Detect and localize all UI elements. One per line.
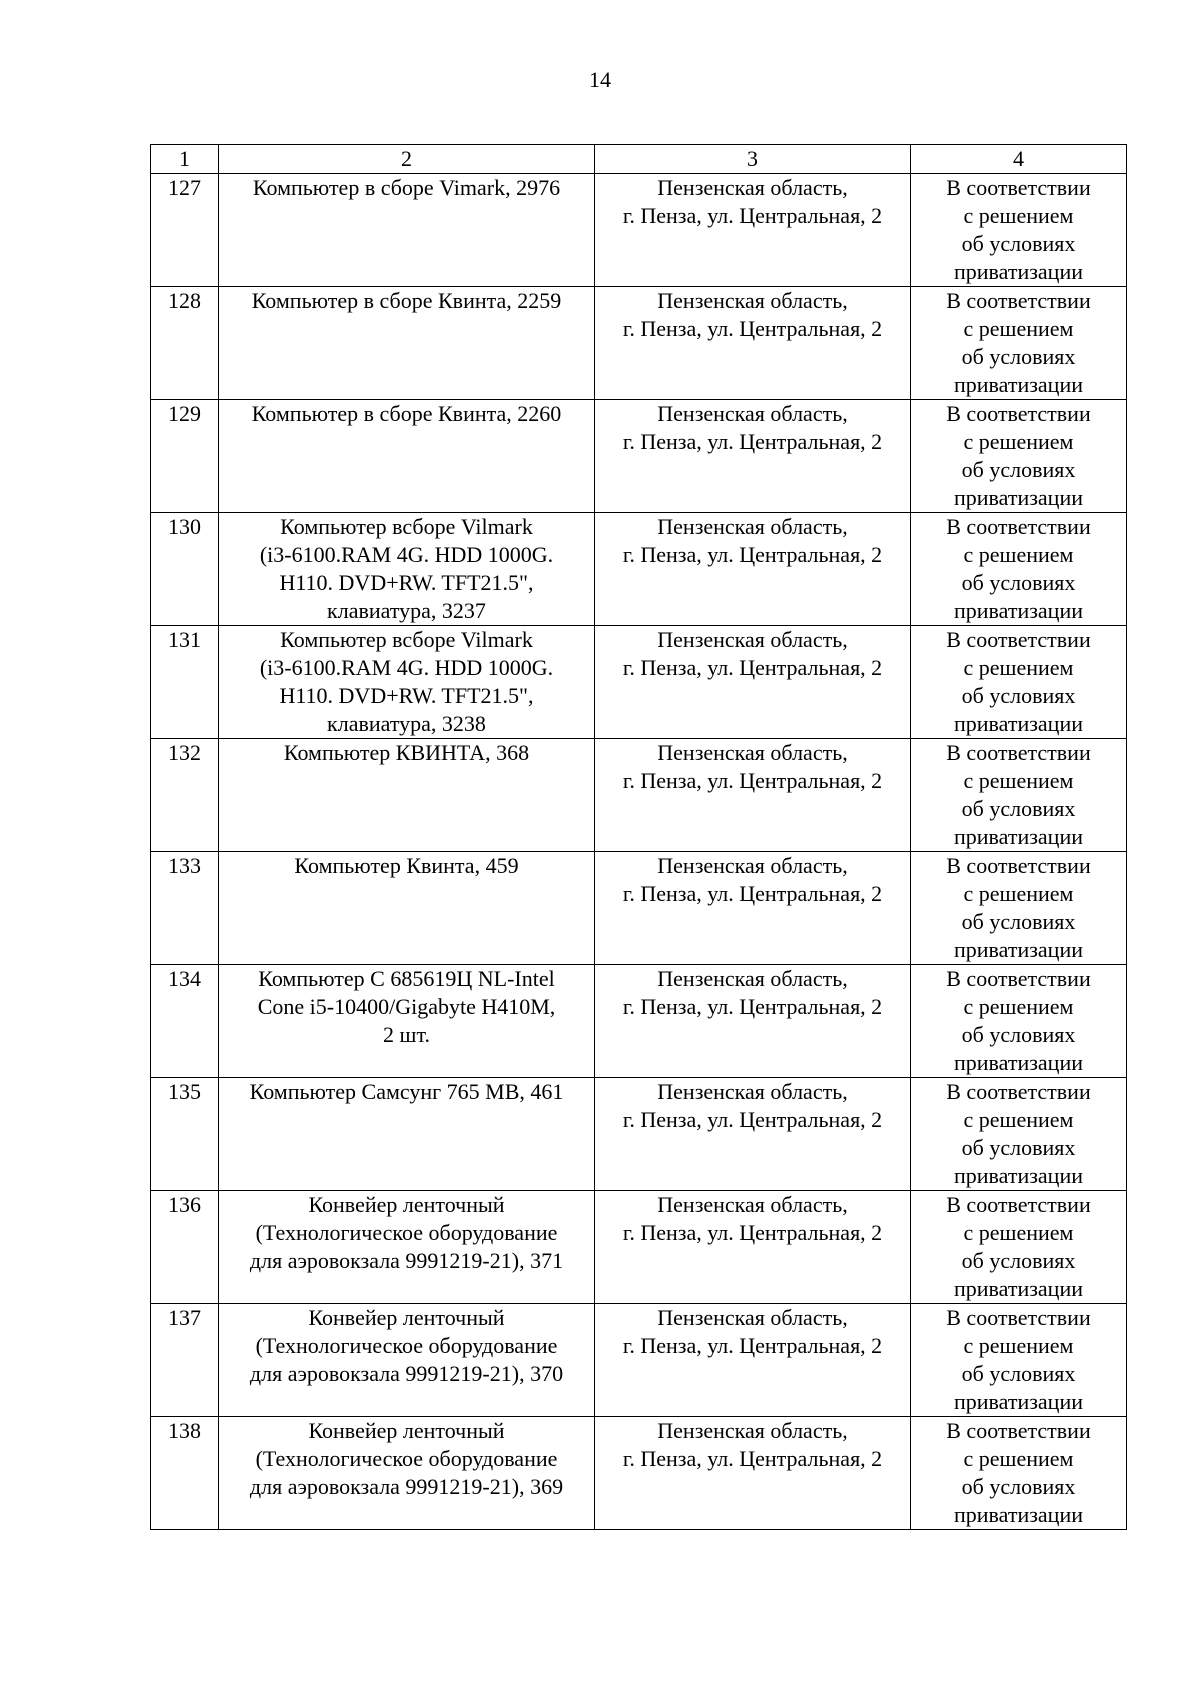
row-number-cell: 138	[151, 1417, 219, 1530]
terms-cell	[911, 1417, 1127, 1530]
terms-line: В соответствии	[946, 1079, 1091, 1104]
item-name-line: Конвейер ленточный	[308, 1192, 505, 1217]
row-number-cell: 133	[151, 852, 219, 965]
terms-line: приватизации	[953, 824, 1083, 849]
column-header-name: 2	[219, 145, 595, 174]
item-name-line: Компьютер Квинта, 459	[294, 853, 519, 878]
terms-cell	[911, 287, 1127, 400]
row-number-cell: 129	[151, 400, 219, 513]
terms-line: приватизации	[953, 1389, 1083, 1414]
item-name-cell	[219, 287, 595, 400]
item-name-line: H110. DVD+RW. TFT21.5",	[279, 683, 534, 708]
terms-line: с решением	[963, 1107, 1074, 1132]
location-line: г. Пенза, ул. Центральная, 2	[622, 316, 883, 341]
row-number-cell: 127	[151, 174, 219, 287]
terms-line: приватизации	[953, 1276, 1083, 1301]
item-name-cell	[219, 965, 595, 1078]
terms-line: об условиях	[961, 1248, 1076, 1273]
column-header-number: 1	[151, 145, 219, 174]
terms-cell	[911, 513, 1127, 626]
item-name-line: Компьютер КВИНТА, 368	[283, 740, 530, 765]
item-name-line: H110. DVD+RW. TFT21.5",	[279, 570, 534, 595]
terms-line: В соответствии	[946, 288, 1091, 313]
location-line: Пензенская область,	[657, 627, 848, 652]
location-line: Пензенская область,	[657, 1418, 848, 1443]
item-name-cell	[219, 1078, 595, 1191]
terms-line: с решением	[963, 429, 1074, 454]
item-name-line: для аэровокзала 9991219-21), 370	[249, 1361, 564, 1386]
location-cell	[595, 852, 911, 965]
item-name-line: Компьютер Самсунг 765 MB, 461	[249, 1079, 564, 1104]
terms-line: приватизации	[953, 485, 1083, 510]
table-row	[151, 852, 1127, 965]
location-line: Пензенская область,	[657, 1305, 848, 1330]
table-body	[151, 174, 1127, 1530]
terms-line: приватизации	[953, 259, 1083, 284]
row-number-cell: 131	[151, 626, 219, 739]
item-name-line: (i3-6100.RAM 4G. HDD 1000G.	[259, 655, 554, 680]
item-name-cell	[219, 1191, 595, 1304]
terms-line: с решением	[963, 768, 1074, 793]
row-number-cell: 132	[151, 739, 219, 852]
item-name-line: клавиатура, 3237	[327, 598, 486, 623]
terms-line: с решением	[963, 881, 1074, 906]
item-name-cell	[219, 1417, 595, 1530]
terms-line: В соответствии	[946, 1418, 1091, 1443]
item-name-line: Компьютер в сборе Квинта, 2259	[251, 288, 562, 313]
table-row	[151, 739, 1127, 852]
item-name-line: 2 шт.	[383, 1022, 430, 1047]
terms-cell	[911, 739, 1127, 852]
terms-line: приватизации	[953, 598, 1083, 623]
table-row	[151, 1304, 1127, 1417]
table-row	[151, 287, 1127, 400]
location-line: г. Пенза, ул. Центральная, 2	[622, 1333, 883, 1358]
row-number-cell: 135	[151, 1078, 219, 1191]
location-line: г. Пенза, ул. Центральная, 2	[622, 994, 883, 1019]
terms-line: об условиях	[961, 796, 1076, 821]
location-line: Пензенская область,	[657, 288, 848, 313]
terms-cell	[911, 1078, 1127, 1191]
terms-line: об условиях	[961, 344, 1076, 369]
terms-line: В соответствии	[946, 627, 1091, 652]
location-line: г. Пенза, ул. Центральная, 2	[622, 203, 883, 228]
row-number-cell: 128	[151, 287, 219, 400]
item-name-cell	[219, 739, 595, 852]
location-cell	[595, 626, 911, 739]
item-name-line: (Технологическое оборудование	[255, 1220, 558, 1245]
page-number: 14	[589, 67, 611, 92]
item-name-line: Компьютер С 685619Ц NL-Intel	[258, 966, 555, 991]
item-name-line: Компьютер в сборе Квинта, 2260	[251, 401, 562, 426]
location-line: Пензенская область,	[657, 853, 848, 878]
terms-cell	[911, 852, 1127, 965]
item-name-line: (Технологическое оборудование	[255, 1446, 558, 1471]
item-name-line: Компьютер всборе Vilmark	[280, 514, 533, 539]
location-cell	[595, 400, 911, 513]
location-line: г. Пенза, ул. Центральная, 2	[622, 1446, 883, 1471]
terms-line: В соответствии	[946, 514, 1091, 539]
terms-line: с решением	[963, 203, 1074, 228]
item-name-cell	[219, 1304, 595, 1417]
item-name-cell	[219, 400, 595, 513]
location-line: г. Пенза, ул. Центральная, 2	[622, 429, 883, 454]
terms-line: об условиях	[961, 1361, 1076, 1386]
terms-line: с решением	[963, 994, 1074, 1019]
terms-line: приватизации	[953, 1502, 1083, 1527]
row-number-cell: 137	[151, 1304, 219, 1417]
terms-line: приватизации	[953, 937, 1083, 962]
row-number-cell: 130	[151, 513, 219, 626]
terms-cell	[911, 965, 1127, 1078]
location-line: г. Пенза, ул. Центральная, 2	[622, 655, 883, 680]
table-row	[151, 1191, 1127, 1304]
terms-line: об условиях	[961, 1022, 1076, 1047]
terms-line: В соответствии	[946, 1192, 1091, 1217]
location-cell	[595, 1191, 911, 1304]
terms-line: В соответствии	[946, 966, 1091, 991]
item-name-cell	[219, 513, 595, 626]
table-row	[151, 1078, 1127, 1191]
location-cell	[595, 513, 911, 626]
terms-cell	[911, 626, 1127, 739]
location-cell	[595, 1417, 911, 1530]
location-line: Пензенская область,	[657, 1192, 848, 1217]
table-row	[151, 1417, 1127, 1530]
location-cell	[595, 174, 911, 287]
terms-line: об условиях	[961, 457, 1076, 482]
terms-line: приватизации	[953, 1050, 1083, 1075]
item-name-cell	[219, 174, 595, 287]
column-header-location: 3	[595, 145, 911, 174]
location-line: г. Пенза, ул. Центральная, 2	[622, 768, 883, 793]
terms-line: В соответствии	[946, 401, 1091, 426]
location-line: Пензенская область,	[657, 514, 848, 539]
terms-line: с решением	[963, 1446, 1074, 1471]
terms-cell	[911, 174, 1127, 287]
table-row	[151, 965, 1127, 1078]
location-line: Пензенская область,	[657, 175, 848, 200]
terms-line: с решением	[963, 1333, 1074, 1358]
item-name-cell	[219, 626, 595, 739]
item-name-line: Конвейер ленточный	[308, 1418, 505, 1443]
terms-line: приватизации	[953, 372, 1083, 397]
location-cell	[595, 1078, 911, 1191]
terms-line: об условиях	[961, 909, 1076, 934]
location-line: Пензенская область,	[657, 740, 848, 765]
item-name-line: для аэровокзала 9991219-21), 369	[249, 1474, 564, 1499]
location-line: Пензенская область,	[657, 401, 848, 426]
table-row	[151, 513, 1127, 626]
location-line: г. Пенза, ул. Центральная, 2	[622, 542, 883, 567]
column-header-terms: 4	[911, 145, 1127, 174]
item-name-line: Компьютер всборе Vilmark	[280, 627, 533, 652]
terms-line: с решением	[963, 542, 1074, 567]
location-cell	[595, 287, 911, 400]
terms-line: В соответствии	[946, 853, 1091, 878]
terms-line: с решением	[963, 1220, 1074, 1245]
terms-line: В соответствии	[946, 740, 1091, 765]
terms-line: об условиях	[961, 570, 1076, 595]
item-name-line: Конвейер ленточный	[308, 1305, 505, 1330]
terms-cell	[911, 1304, 1127, 1417]
item-name-line: (i3-6100.RAM 4G. HDD 1000G.	[259, 542, 554, 567]
table-row	[151, 174, 1127, 287]
item-name-line: Cone i5-10400/Gigabyte H410M,	[257, 994, 556, 1019]
terms-line: с решением	[963, 655, 1074, 680]
location-line: г. Пенза, ул. Центральная, 2	[622, 1220, 883, 1245]
terms-line: об условиях	[961, 1474, 1076, 1499]
terms-cell	[911, 400, 1127, 513]
terms-line: В соответствии	[946, 1305, 1091, 1330]
location-line: Пензенская область,	[657, 966, 848, 991]
location-cell	[595, 965, 911, 1078]
table-row	[151, 626, 1127, 739]
terms-line: приватизации	[953, 1163, 1083, 1188]
location-line: г. Пенза, ул. Центральная, 2	[622, 1107, 883, 1132]
terms-line: об условиях	[961, 683, 1076, 708]
item-name-line: Компьютер в сборе Vimark, 2976	[252, 175, 561, 200]
location-cell	[595, 739, 911, 852]
item-name-line: клавиатура, 3238	[327, 711, 486, 736]
terms-line: об условиях	[961, 231, 1076, 256]
terms-line: приватизации	[953, 711, 1083, 736]
row-number-cell: 134	[151, 965, 219, 1078]
location-line: Пензенская область,	[657, 1079, 848, 1104]
table-header-row	[151, 145, 1127, 174]
table-row	[151, 400, 1127, 513]
item-name-cell	[219, 852, 595, 965]
item-name-line: (Технологическое оборудование	[255, 1333, 558, 1358]
property-table	[150, 144, 1127, 1530]
location-cell	[595, 1304, 911, 1417]
terms-line: с решением	[963, 316, 1074, 341]
terms-cell	[911, 1191, 1127, 1304]
item-name-line: для аэровокзала 9991219-21), 371	[249, 1248, 564, 1273]
row-number-cell: 136	[151, 1191, 219, 1304]
terms-line: об условиях	[961, 1135, 1076, 1160]
location-line: г. Пенза, ул. Центральная, 2	[622, 881, 883, 906]
terms-line: В соответствии	[946, 175, 1091, 200]
